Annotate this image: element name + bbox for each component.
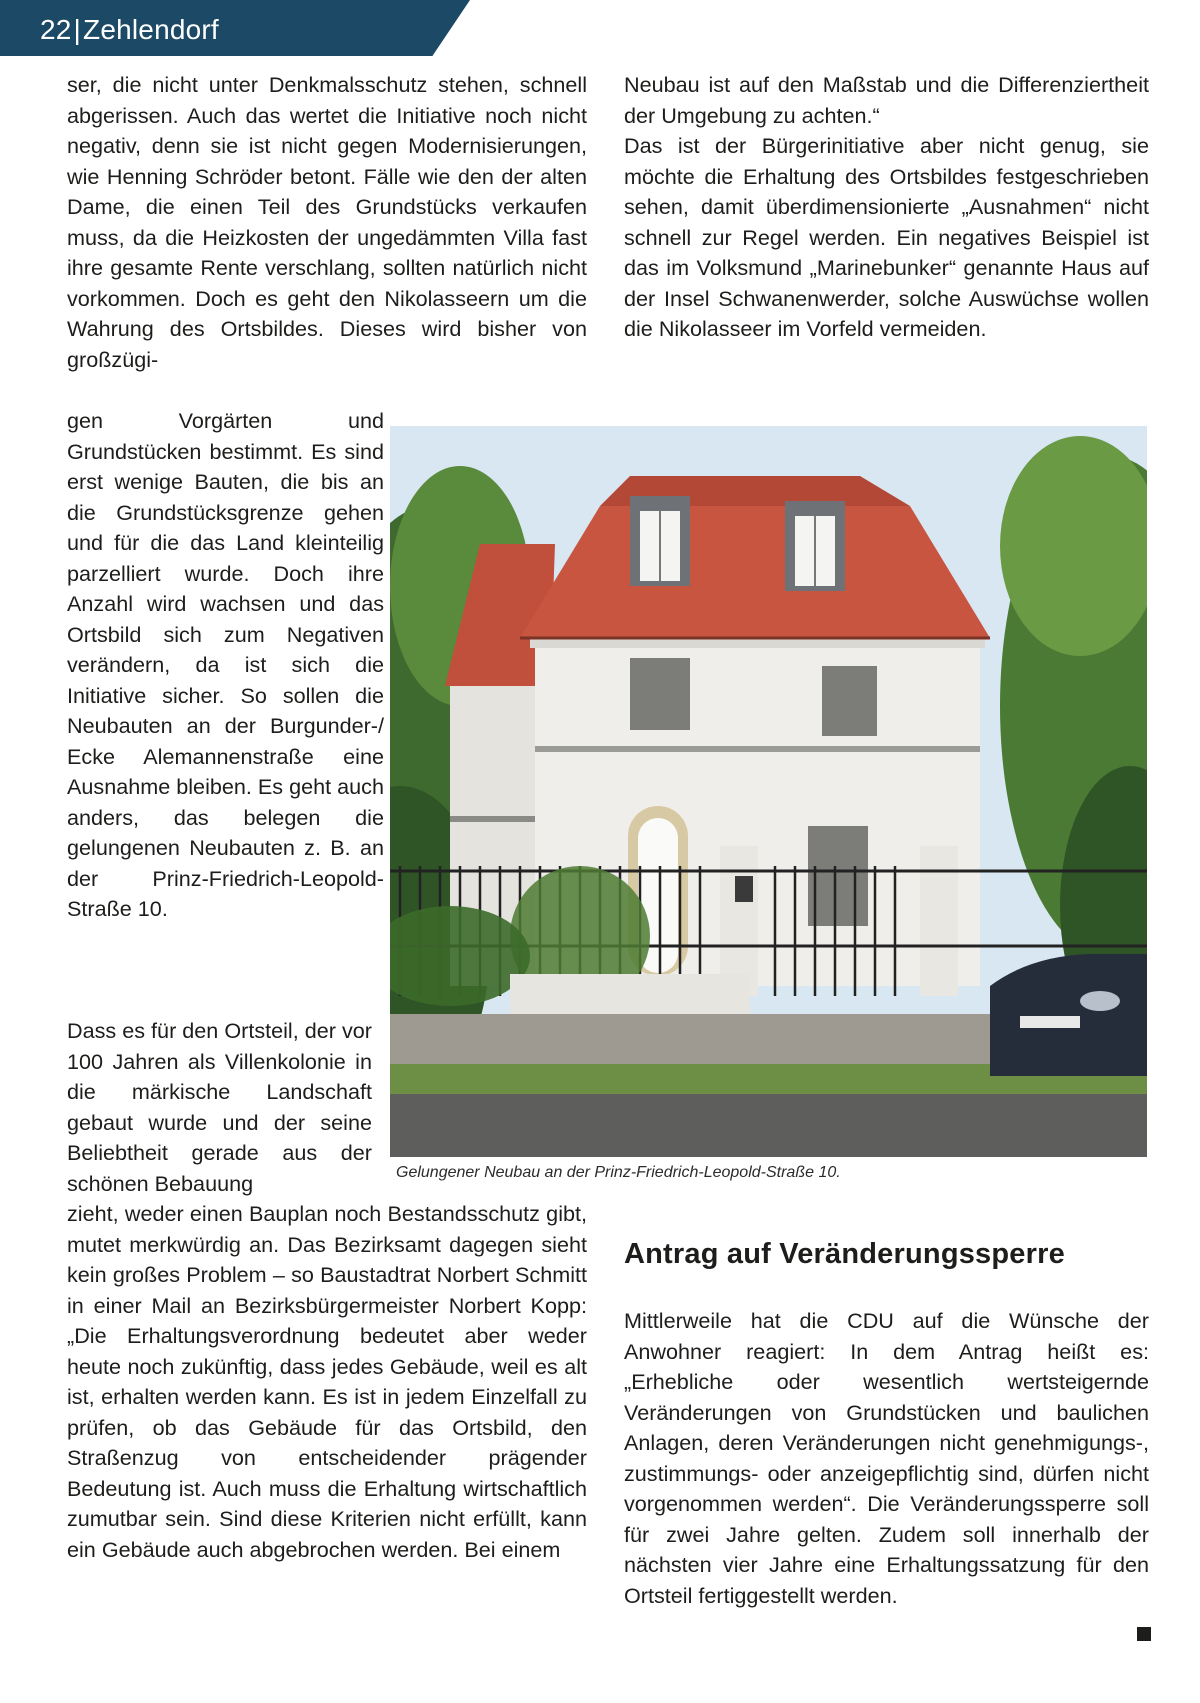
left-paragraph-4: zieht, weder einen Bauplan noch Bestandsschutz gibt, mutet merkwürdig an. Das Bezirksamt dagegen sieht kein großes Problem – so Baustadtrat Norbert Schmitt in einer Mail an Bezirksbürgermeister Norbert Kopp: „Die Erhaltungsverordnung bedeutet aber weder heute noch zukünftig, dass jedes Gebäude, weil es alt ist, erhalten werden kann. Es ist in jedem Einzelfall zu prüfen, ob das Gebäude für das Ortsbild, den Straßenzug von entscheidender prägender Bedeutung ist. Auch muss die Erhaltung wirtschaftlich zumutbar sein. Sind diese Kriterien nicht erfüllt, kann ein Gebäude auch abgebrochen werden. Bei einem [67, 1201, 587, 1562]
photo-caption: Gelungener Neubau an der Prinz-Friedrich-Leopold-Straße 10. [396, 1164, 841, 1181]
left-paragraph-2: gen Vorgärten und Grundstücken bestimmt. Es sind erst wenige Bauten, die bis an die Grundstücksgrenze gehen und für die das Land kleinteilig parzelliert wurde. Doch ihre Anzahl wird wachsen und das Ortsbild sich zum Negativen verändern, da ist sich die Initiative sicher. So sollen die Neubauten an der Burgunder-/ Ecke Alemannenstraße eine Ausnahme bleiben. Es geht auch anders, das belegen die gelungenen Neubauten z. B. an der Prinz-Friedrich-Leopold-Straße 10. [67, 408, 384, 921]
page-number: 22 [40, 14, 72, 45]
article-end-mark [1137, 1627, 1151, 1641]
left-paragraph-3: Dass es für den Ortsteil, der vor 100 Jahren als Villenkolonie in die märkische Landschaft gebaut wurde und der seine Beliebtheit gerade aus der schönen Bebauung [67, 1018, 372, 1196]
page-header [0, 0, 1200, 64]
left-paragraph-1: ser, die nicht unter Denkmalsschutz stehen, schnell abgerissen. Auch das wertet die Initiative noch nicht negativ, denn sie ist nicht gegen Modernisierungen, wie Henning Schröder betont. Fälle wie den der alten Dame, die einen Teil des Grundstücks verkaufen muss, da die Heizkosten der ungedämmten Villa fast ihre gesamte Rente verschlang, sollten natürlich nicht vorkommen. Doch es geht den Nikolasseern um die Wahrung des Ortsbildes. Dieses wird bisher von großzügi- [67, 72, 587, 372]
header-separator: | [73, 14, 82, 45]
header-label [40, 14, 219, 46]
section-heading: Antrag auf Veränderungssperre [624, 1238, 1065, 1270]
right-paragraph-3: Mittlerweile hat die CDU auf die Wünsche der Anwohner reagiert: In dem Antrag heißt es: „Erhebliche oder wesentlich wertsteigernde Veränderungen von Grundstücken und baulichen Anlagen, deren Veränderungen nicht genehmigungs-, zustimmungs- oder anzeigepflichtig sind, dürfen nicht vorgenommen werden“. Die Veränderungssperre soll für zwei Jahre gelten. Zudem soll innerhalb der nächsten vier Jahre eine Erhaltungssatzung für den Ortsteil fertiggestellt werden. [624, 1308, 1149, 1608]
house-photo [390, 426, 1147, 1157]
right-paragraph-1: Neubau ist auf den Maßstab und die Differenziertheit der Umgebung zu achten.“ [624, 72, 1149, 128]
right-paragraph-2: Das ist der Bürgerinitiative aber nicht genug, sie möchte die Erhaltung des Ortsbildes festgeschrieben sehen, damit überdimensionierte „Ausnahmen“ nicht schnell zur Regel werden. Ein negatives Beispiel ist das im Volksmund „Marinebunker“ genannte Haus auf der Insel Schwanenwerder, solche Auswüchse wollen die Nikolasseer im Vorfeld vermeiden. [624, 133, 1149, 341]
section-title: Zehlendorf [83, 14, 219, 45]
